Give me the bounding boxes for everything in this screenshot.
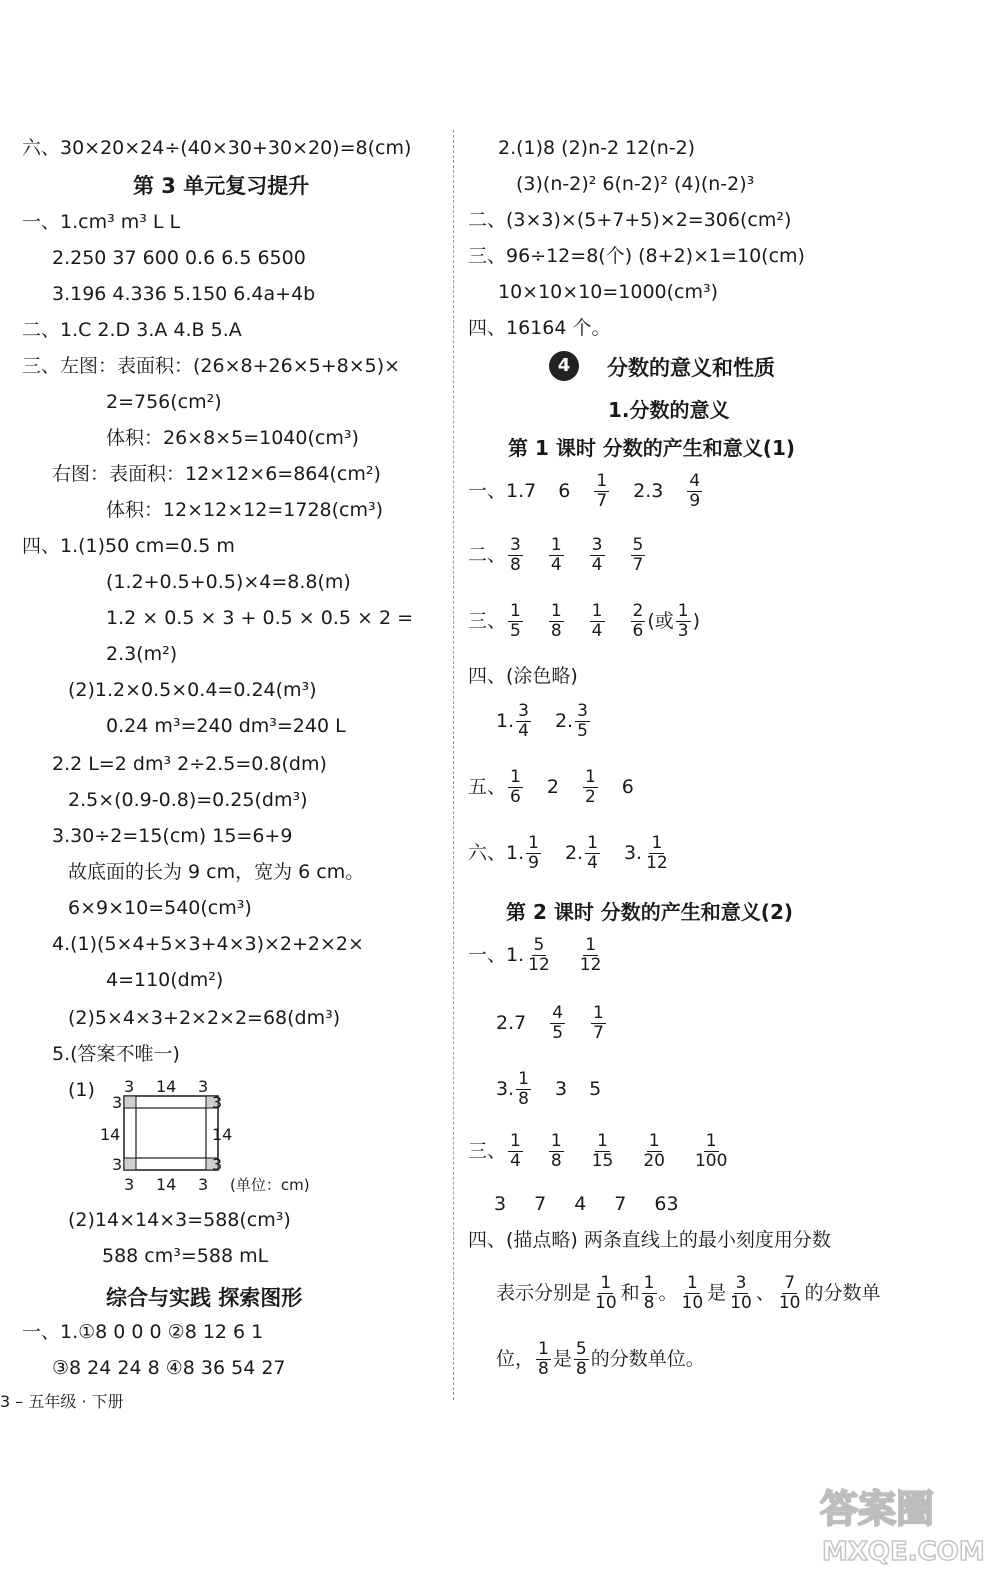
denominator: 8 [550,1151,562,1171]
fraction [590,536,605,575]
answer-line: 四、(描点略) 两条直线上的最小刻度用分数 [468,1229,831,1251]
denominator: 2 [584,787,596,807]
answer-text: 3. [623,842,643,864]
fraction [728,1274,754,1313]
diagram-label: 14 [212,1125,233,1144]
numerator: 1 [550,535,562,555]
answer-line: 3.30÷2=15(cm) 15=6+9 [52,825,293,847]
denominator: 9 [528,853,539,873]
answer-line: (1.2+0.5+0.5)×4=8.8(m) [106,571,351,593]
answer-line [496,1340,705,1379]
answer-text: 二、 [468,544,507,566]
fraction [508,602,523,641]
fraction [549,1132,564,1171]
numerator: 1 [643,1273,655,1293]
fraction [631,536,646,575]
answer-line: 体积：12×12×12=1728(cm³) [106,499,384,521]
answer-text: 。 [658,1282,678,1304]
numerator: 1 [593,1003,604,1023]
denominator: 10 [778,1293,801,1313]
answer-line: 体积：26×8×5=1040(cm³) [106,427,359,449]
denominator: 5 [577,721,588,741]
denominator: 8 [538,1359,549,1379]
answer-line: 10×10×10=1000(cm³) [498,281,719,303]
fraction [631,602,646,641]
answer-line: 三、左图：表面积：(26×8+26×5+8×5)× [22,355,401,377]
fraction [536,1340,551,1379]
fraction [550,1004,565,1043]
answer-line [496,702,592,741]
watermark-top-text: 答案圈 [820,1487,935,1531]
column-divider [453,130,454,1400]
numerator: 3 [591,535,603,555]
denominator: 4 [510,1151,521,1171]
answer-line: 2.2 L=2 dm³ 2÷2.5=0.8(dm) [52,753,327,775]
fraction [549,602,564,641]
answer-text: 2.7 [496,1012,527,1034]
answer-text: 的分数单 [804,1282,881,1304]
numerator: 1 [550,1131,562,1151]
denominator: 7 [593,1023,604,1043]
denominator: 8 [550,621,562,641]
numerator: 3 [518,701,529,721]
fraction [641,1132,667,1171]
answer-line [496,1070,601,1109]
answer-line: 一、1.①8 0 0 0 ②8 12 6 1 [22,1321,264,1343]
denominator: 10 [595,1293,617,1313]
answer-line: (2)1.2×0.5×0.4=0.24(m³) [68,679,317,701]
answer-line [468,834,672,873]
numerator: 1 [597,1131,608,1151]
answer-text: 5 [589,1078,602,1100]
answer-text: 是 [552,1348,572,1370]
denominator: 15 [591,1151,614,1171]
answer-line: 三、96÷12=8(个) (8+2)×1=10(cm) [468,245,805,267]
answer-line: 四、1.(1)50 cm=0.5 m [22,535,235,557]
numerator: 1 [518,1069,529,1089]
fraction [575,702,590,741]
fraction [594,472,609,511]
practice-heading: 综合与实践 探索图形 [106,1286,303,1310]
watermark-logo [812,1478,992,1568]
numerator: 4 [552,1003,564,1023]
answer-text: (或 [647,610,674,632]
diagram-corner-cut [124,1158,136,1170]
numerator: 5 [533,935,545,955]
answer-line: (1) [68,1079,95,1101]
denominator: 6 [510,787,521,807]
fraction [676,602,691,641]
answer-text: 3. [496,1078,515,1100]
fraction [516,702,531,741]
watermark-bottom-text: MXQE.COM [822,1537,985,1567]
answer-text: 表示分别是 [496,1282,592,1304]
fraction [583,768,598,807]
denominator: 8 [510,555,521,575]
answer-line [468,936,605,975]
answer-line: 二、1.C 2.D 3.A 4.B 5.A [22,319,242,341]
fraction [642,1274,657,1313]
numerator: 1 [550,601,562,621]
answer-line [468,602,700,641]
diagram-label: 3 [198,1175,209,1194]
answer-text: 五、 [468,776,507,798]
answer-line: 4=110(dm²) [106,969,224,991]
diagram-label: 14 [156,1175,177,1194]
denominator: 12 [646,853,668,873]
fraction [585,834,600,873]
answer-line: 2.3(m²) [106,643,178,665]
answer-line [494,1192,679,1216]
answer-line: 故底面的长为 9 cm，宽为 6 cm。 [68,861,365,883]
numerator: 1 [585,935,597,955]
diagram-inner-square [136,1108,206,1158]
diagram-label: 14 [156,1077,177,1096]
denominator: 3 [677,621,689,641]
answer-line [496,1004,608,1043]
numerator: 5 [575,1339,587,1359]
answer-text: 7 [614,1193,627,1215]
answer-text: 3 [494,1193,507,1215]
numerator: 1 [648,1131,660,1151]
numerator: 5 [632,535,644,555]
denominator: 4 [550,555,562,575]
answer-text: 位， [496,1348,535,1370]
answer-line [468,536,647,575]
lesson2-heading: 第 2 课时 分数的产生和意义(2) [506,900,794,924]
diagram-label: 3 [124,1175,135,1194]
answer-line [468,472,704,511]
denominator: 4 [591,555,603,575]
denominator: 5 [510,621,521,641]
answer-line: 二、(3×3)×(5+7+5)×2=306(cm²) [468,209,792,231]
answer-text: 6 [558,480,571,502]
fraction [644,834,670,873]
answer-line: 四、16164 个。 [468,317,611,339]
fraction [508,536,523,575]
answer-line [496,1274,880,1313]
diagram-label: 3 [198,1077,209,1096]
lesson1-heading: 第 1 课时 分数的产生和意义(1) [508,436,796,460]
denominator: 9 [689,491,701,511]
answer-text: 一、1. [468,944,525,966]
denominator: 6 [632,621,644,641]
numerator: 1 [538,1339,549,1359]
diagram-label: 3 [112,1093,123,1112]
numerator: 1 [510,1131,521,1151]
numerator: 3 [735,1273,747,1293]
answer-line: 2.250 37 600 0.6 6.5 6500 [52,247,306,269]
diagram-corner-cut [124,1096,136,1108]
numerator: 1 [591,601,603,621]
answer-line: 6×9×10=540(cm³) [68,897,252,919]
denominator: 8 [575,1359,587,1379]
diagram-label: 3 [112,1155,123,1174]
answer-text: 3 [554,1078,568,1100]
numerator: 1 [587,833,598,853]
numerator: 3 [510,535,521,555]
fraction [526,834,541,873]
answer-line: 3.196 4.336 5.150 6.4a+4b [52,283,316,305]
answer-line: 588 cm³=588 mL [102,1245,269,1267]
denominator: 100 [694,1151,728,1171]
numerator: 7 [784,1273,796,1293]
numerator: 1 [600,1273,612,1293]
numerator: 3 [577,701,588,721]
diagram-outer-square [124,1096,218,1170]
diagram-label: 3 [124,1077,135,1096]
answer-line: 0.24 m³=240 dm³=240 L [106,715,346,737]
answer-text: 4 [574,1193,587,1215]
numerator: 4 [689,471,701,491]
fraction [593,1274,619,1313]
numerator: 1 [651,833,663,853]
denominator: 10 [730,1293,752,1313]
answer-line: 四、(涂色略) [468,665,578,687]
numerator: 1 [686,1273,698,1293]
numerator: 1 [705,1131,717,1151]
fraction [508,1132,523,1171]
denominator: 7 [632,555,644,575]
denominator: 4 [587,853,598,873]
answer-line: 4.(1)(5×4+5×3+4×3)×2+2×2× [52,933,364,955]
diagram-label: 3 [212,1155,223,1174]
answer-line: 2.(1)8 (2)n-2 12(n-2) [498,137,696,159]
fraction [549,536,564,575]
unit3-review-heading: 第 3 单元复习提升 [133,174,310,198]
fraction [693,1132,729,1171]
numerator: 1 [677,601,689,621]
denominator: 10 [681,1293,704,1313]
answer-line: (2)5×4×3+2×2×2=68(dm³) [68,1007,341,1029]
diagram-unit: (单位：cm) [230,1176,310,1194]
answer-line: (2)14×14×3=588(cm³) [68,1209,291,1231]
unit-number-badge: 4 [549,351,579,381]
answer-text: 6 [621,776,634,798]
answer-line: 2=756(cm²) [106,391,222,413]
answer-text: 2.3 [633,480,664,502]
answer-text: 是 [707,1282,727,1304]
answer-line: 2.5×(0.9-0.8)=0.25(dm³) [68,789,308,811]
numerator: 1 [510,601,521,621]
answer-line [468,768,634,807]
denominator: 8 [643,1293,655,1313]
answer-line: (3)(n-2)² 6(n-2)² (4)(n-2)³ [516,173,755,195]
answer-line: 1.2 × 0.5 × 3 + 0.5 × 0.5 × 2 = [106,607,413,629]
fraction [516,1070,531,1109]
answer-line: 一、1.cm³ m³ L L [22,211,181,233]
answer-text: 、 [755,1282,775,1304]
answer-text: 2. [564,842,584,864]
answer-text: 和 [620,1282,640,1304]
fraction [574,1340,589,1379]
fraction [590,1132,616,1171]
answer-line: 5.(答案不唯一) [52,1043,180,1065]
numerator: 1 [510,767,521,787]
answer-text: 7 [534,1193,547,1215]
denominator: 4 [591,621,603,641]
diagram-label: 3 [212,1093,223,1112]
fraction [508,768,523,807]
diagram-label: 14 [100,1125,121,1144]
fraction [590,602,605,641]
fraction [680,1274,706,1313]
answer-text: 三、 [468,1140,507,1162]
numerator: 2 [632,601,644,621]
answer-text: 的分数单位。 [590,1348,705,1370]
fraction [526,936,552,975]
answer-text: 六、1. [468,842,525,864]
denominator: 12 [579,955,602,975]
numerator: 1 [528,833,539,853]
fraction [687,472,702,511]
fraction [777,1274,803,1313]
answer-line: 六、30×20×24÷(40×30+30×20)=8(cm) [22,137,412,159]
denominator: 7 [596,491,608,511]
answer-text: 一、1.7 [468,480,537,502]
denominator: 5 [552,1023,564,1043]
denominator: 4 [518,721,529,741]
answer-text: 三、 [468,610,507,632]
fraction [591,1004,606,1043]
unit4-heading: 分数的意义和性质 [607,356,775,380]
section-heading: 1.分数的意义 [608,398,730,422]
answer-text: 2 [546,776,559,798]
answer-line: 右图：表面积：12×12×6=864(cm²) [52,463,381,485]
denominator: 12 [528,955,550,975]
answer-line [468,1132,731,1171]
answer-text: 1. [496,710,515,732]
denominator: 20 [643,1151,665,1171]
denominator: 8 [518,1089,529,1109]
page-footer: 3 – 五年级 · 下册 [0,1392,124,1411]
square-net-diagram [100,1072,350,1202]
answer-text: ) [692,610,700,632]
answer-line: ③8 24 24 8 ④8 36 54 27 [52,1357,286,1379]
answer-text: 63 [654,1193,679,1215]
answer-text: 2. [554,710,574,732]
numerator: 1 [596,471,608,491]
fraction [578,936,604,975]
numerator: 1 [584,767,596,787]
